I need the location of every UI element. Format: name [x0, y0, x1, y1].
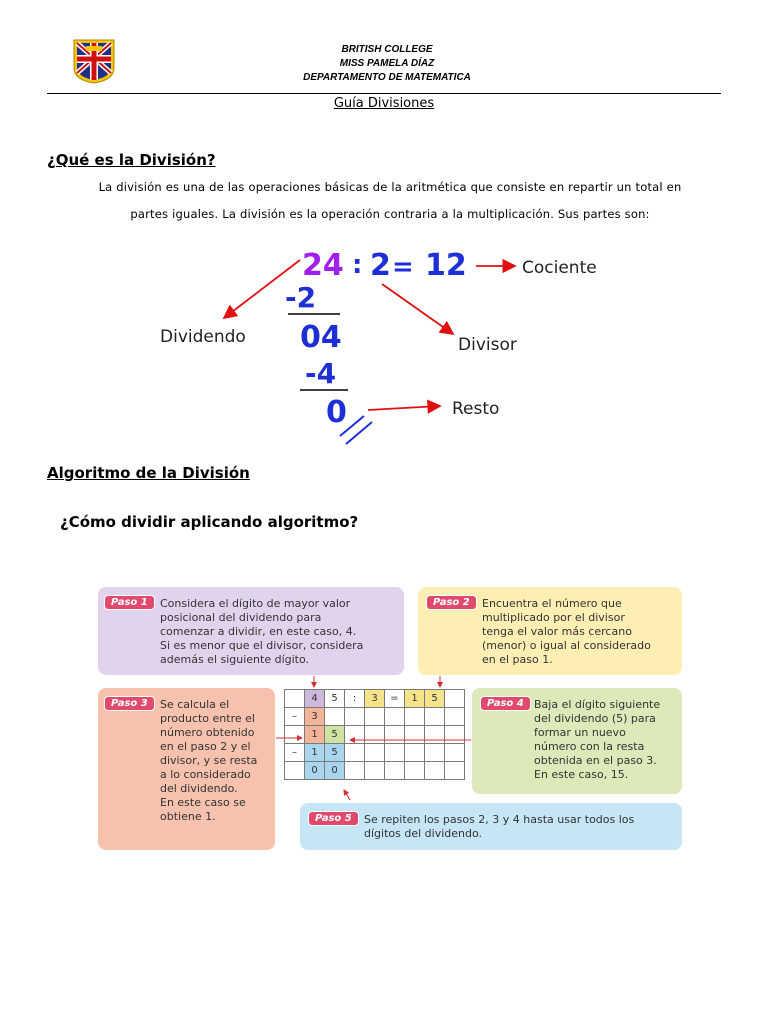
grid-cell: :: [345, 690, 365, 708]
step-1-text: Considera el dígito de mayor valor posicional del dividendo para comenzar a dividir, en este caso, 4. Si es menor que el divisor, considera además el siguiente dígito.: [160, 597, 364, 666]
grid-cell: 5: [325, 690, 345, 708]
grid-cell: 1: [305, 726, 325, 744]
label-divisor: Divisor: [458, 335, 517, 355]
grid-cell: 5: [425, 690, 445, 708]
dividend-number: 24: [302, 248, 344, 283]
step-2-tag: Paso 2: [426, 595, 477, 610]
subtraction-2: -4: [305, 357, 337, 390]
subtraction-1: -2: [285, 281, 317, 314]
step-5-tag: Paso 5: [308, 811, 359, 826]
department-name: DEPARTAMENTO DE MATEMATICA: [303, 72, 471, 83]
section-heading-algorithm: Algoritmo de la División: [47, 464, 250, 482]
quotient-number: 12: [425, 248, 467, 283]
grid-cell: 3: [365, 690, 385, 708]
guide-title: Guía Divisiones: [333, 96, 435, 111]
grid-cell: 1: [405, 690, 425, 708]
label-quotient: Cociente: [522, 258, 597, 278]
step-2-text: Encuentra el número que multiplicado por el divisor tenga el valor más cercano (menor) o igual al considerado en el paso 1.: [482, 597, 651, 666]
step-5-text: Se repiten los pasos 2, 3 y 4 hasta usar todos los dígitos del dividendo.: [364, 813, 635, 840]
remainder-number: 0: [326, 395, 347, 430]
divisor-number: 2: [370, 248, 391, 283]
grid-cell: –: [285, 744, 305, 762]
grid-cell: =: [385, 690, 405, 708]
section-heading-what-is-division: ¿Qué es la División?: [47, 151, 216, 169]
step-4-text: Baja el dígito siguiente del dividendo (5) para formar un nuevo número con la resta obtenida en el paso 3. En este caso, 15.: [534, 698, 661, 781]
label-remainder: Resto: [452, 399, 500, 419]
grid-cell: 0: [325, 762, 345, 780]
step-1-tag: Paso 1: [104, 595, 155, 610]
grid-cell: 1: [305, 744, 325, 762]
colon-sign: :: [352, 250, 363, 280]
teacher-name: MISS PAMELA DÍAZ: [339, 58, 435, 69]
intro-line-1: La división es una de las operaciones básicas de la aritmética que consiste en repartir un total en: [98, 180, 682, 194]
grid-cell: 5: [325, 726, 345, 744]
connector-step5-to-grid: [344, 790, 350, 800]
step-3-tag: Paso 3: [104, 696, 155, 711]
equals-sign: =: [392, 252, 414, 282]
partial-number: 04: [300, 320, 342, 355]
step-4-tag: Paso 4: [480, 696, 531, 711]
grid-cell: 4: [305, 690, 325, 708]
grid-cell: 5: [325, 744, 345, 762]
school-name: BRITISH COLLEGE: [341, 44, 433, 55]
grid-cell: –: [285, 708, 305, 726]
intro-line-2: partes iguales. La división es la operación contraria a la multiplicación. Sus partes son:: [130, 207, 650, 221]
grid-cell: 0: [305, 762, 325, 780]
step-3-text: Se calcula el producto entre el número obtenido en el paso 2 y el divisor, y se resta a lo considerado del dividendo. En este caso se obtiene 1.: [160, 698, 258, 823]
grid-cell: 3: [305, 708, 325, 726]
label-dividend: Dividendo: [160, 327, 246, 347]
section-subheading-how-to-divide: ¿Cómo dividir aplicando algoritmo?: [60, 513, 359, 531]
